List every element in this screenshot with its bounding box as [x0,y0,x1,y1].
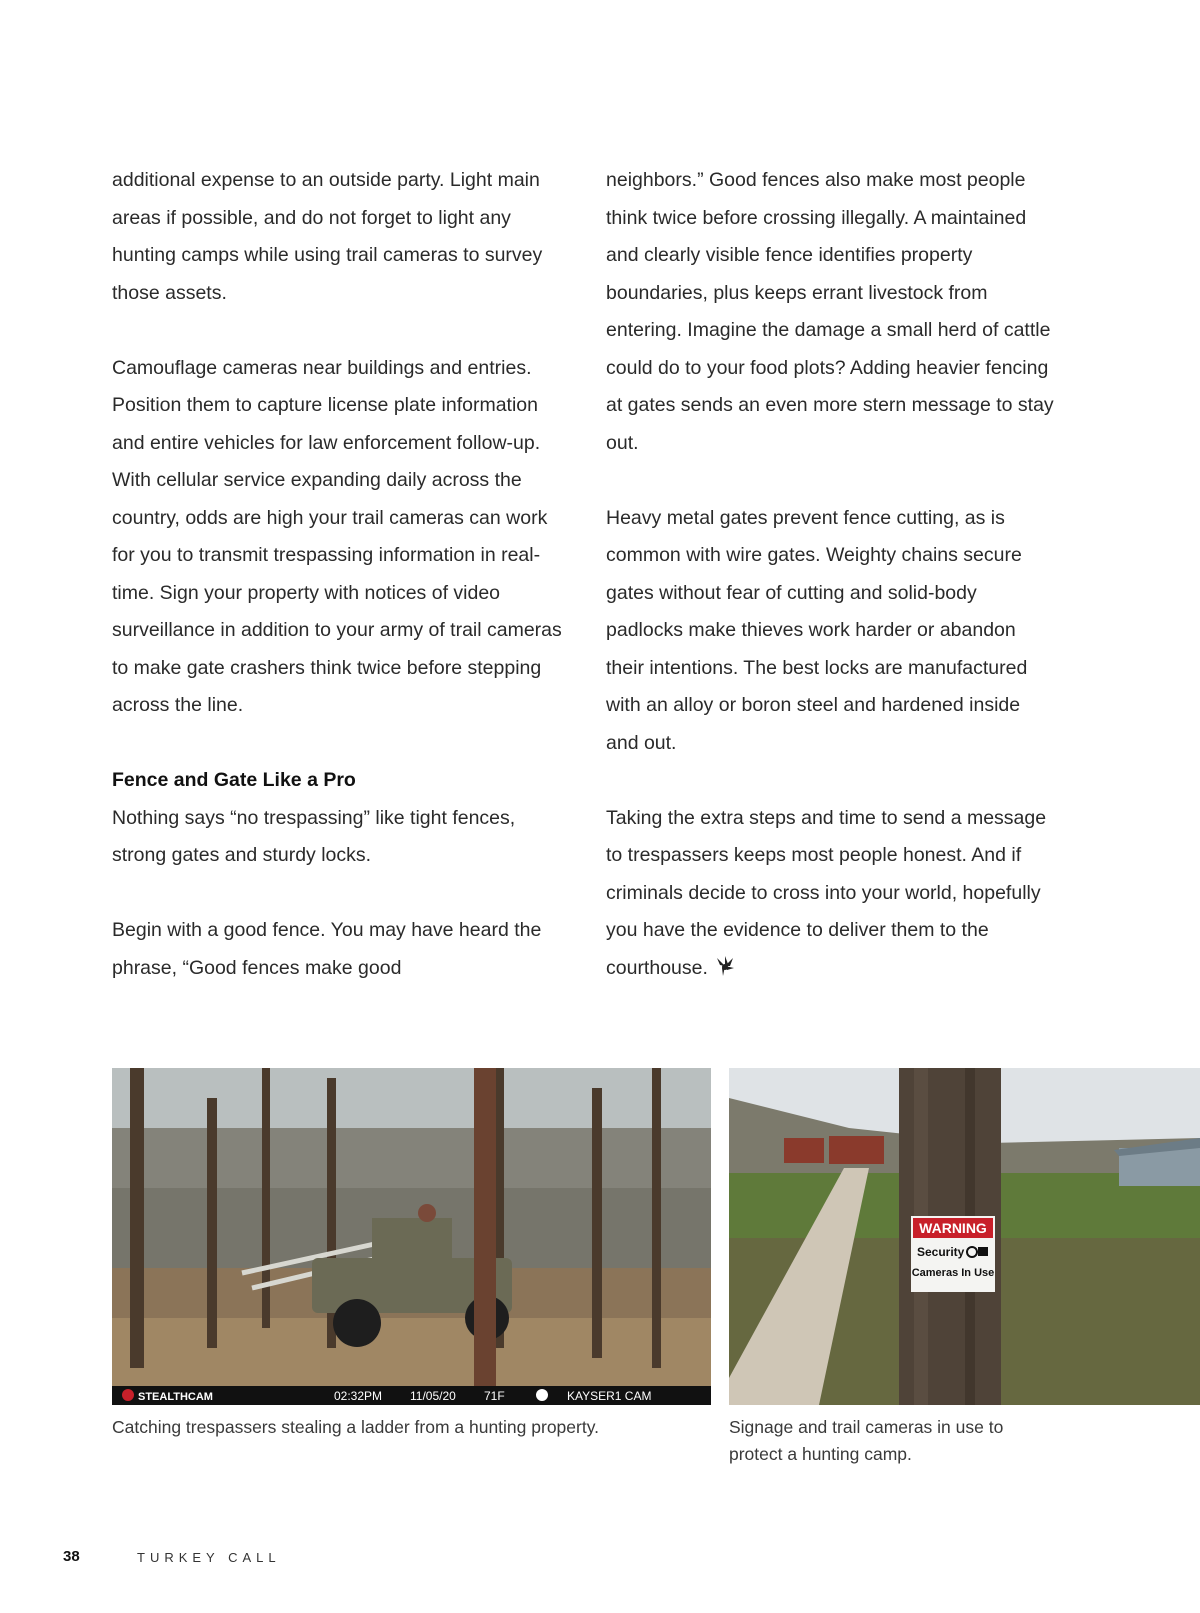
moon-phase-icon [536,1389,548,1401]
trail-camera-scene [112,1068,711,1405]
magazine-title: TURKEY CALL [137,1550,281,1565]
capture-temperature: 71F [484,1389,505,1403]
photo-caption: Signage and trail cameras in use to protect a hunting camp. [729,1417,1004,1464]
closing-paragraph [606,800,1056,988]
warning-sign-scene [729,1068,1200,1405]
sign-security-text: Security [917,1245,965,1259]
paragraph: Nothing says “no trespassing” like tight fences, strong gates and sturdy locks. [112,806,516,866]
right-column [606,162,1056,1025]
page-number: 38 [63,1548,80,1565]
turkey-endmark-icon [714,955,736,977]
closing-text: Taking the extra steps and time to send a message to trespassers keeps most people honest. And if criminals decide to cross into your world, hopefully you have the evidence to deliver them to the courthouse. [606,806,1047,979]
sign-cameras-text: Cameras In Use [911,1267,995,1279]
warning-sign-photo [729,1068,1200,1405]
paragraph: Begin with a good fence. You may have heard the phrase, “Good fences make good [112,919,542,979]
paragraph: additional expense to an outside party. Light main areas if possible, and do not forget to light any hunting camps while using trail cameras to survey those assets. [112,169,543,304]
trail-camera-photo [112,1068,711,1405]
photo-caption: Catching trespassers stealing a ladder from a hunting property. [112,1417,600,1437]
paragraph: Heavy metal gates prevent fence cutting, as is common with wire gates. Weighty chains secure gates without fear of cutting and solid-body padlocks make thieves work harder or abandon their intentions. The best locks are manufactured with an alloy or boron steel and hardened inside and out. [606,506,1028,754]
camera-brand: STEALTHCAM [138,1391,213,1403]
capture-time: 02:32PM [334,1389,383,1403]
capture-date: 11/05/20 [410,1389,456,1403]
paragraph: Camouflage cameras near buildings and entries. Position them to capture license plate information and entire vehicles for law enforcement follow-up. With cellular service expanding daily across the country, odds are high your trail cameras can work for you to transmit trespassing information in real-time. Sign your property with notices of video surveillance in addition to your army of trail cameras to make gate crashers think twice before stepping across the line. [112,356,562,716]
left-column [112,162,562,1025]
section-heading: Fence and Gate Like a Pro [112,769,356,791]
sign-warning-text: WARNING [919,1220,987,1236]
camera-name: KAYSER1 CAM [567,1389,652,1403]
paragraph: neighbors.” Good fences also make most people think twice before crossing illegally. A maintained and clearly visible fence identifies property boundaries, plus keeps errant livestock from entering. Imagine the damage a small herd of cattle could do to your food plots? Adding heavier fencing at gates sends an even more stern message to stay out. [606,169,1054,454]
